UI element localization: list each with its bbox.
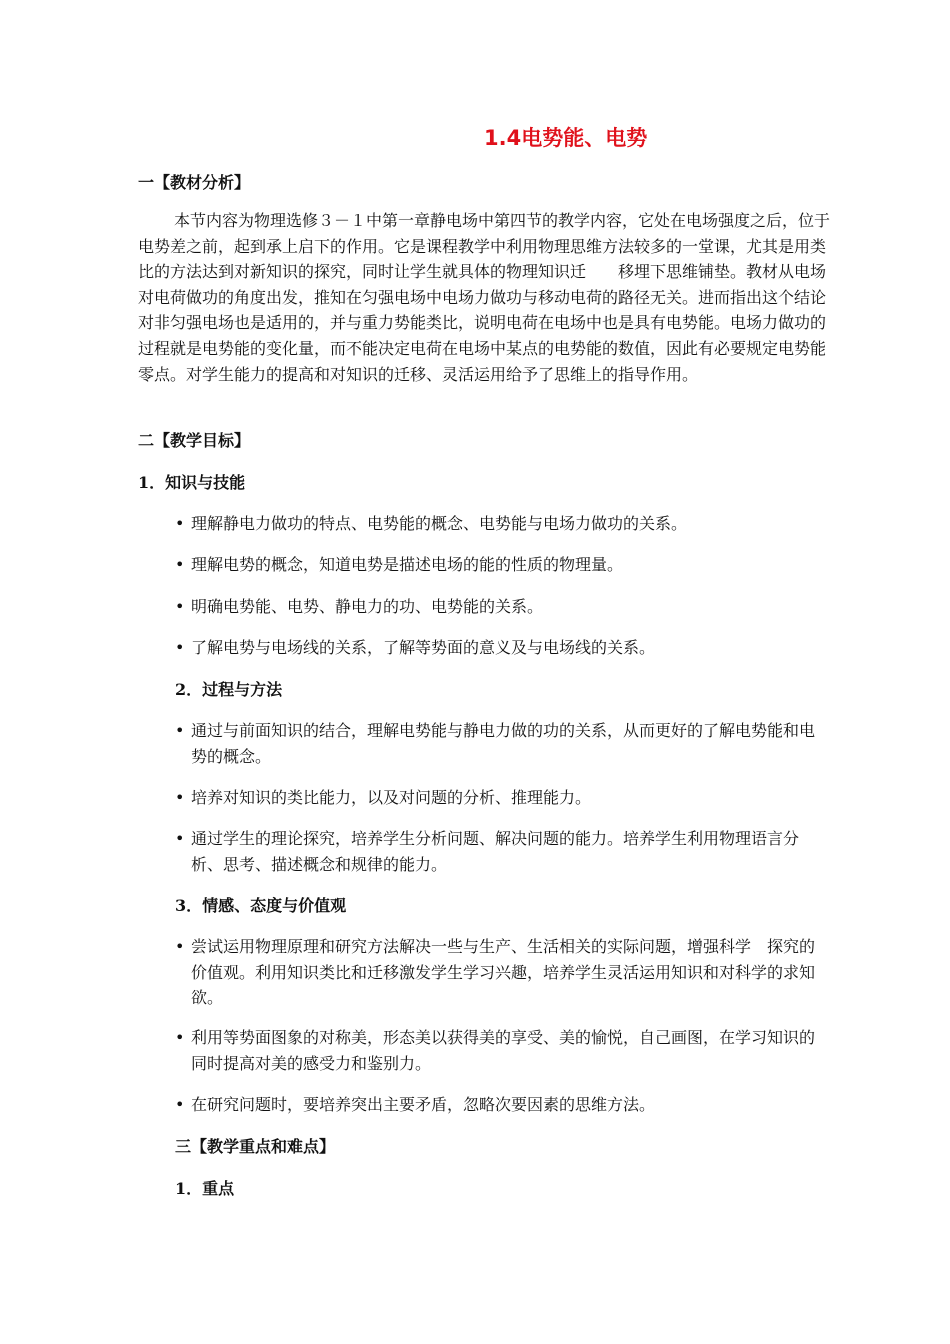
list-item-text: 在研究问题时，要培养突出主要矛盾，忽略次要因素的思维方法。	[191, 1095, 656, 1114]
list-item-text: 通过与前面知识的结合，理解电势能与静电力做的功的关系，从而更好的了解电势能和电势的概念。	[191, 721, 816, 766]
section-heading-key-difficult-points: 三【教学重点和难点】	[175, 1137, 336, 1156]
subheading-attitudes-values: 3．情感、态度与价值观	[175, 896, 347, 915]
list-item	[175, 594, 825, 620]
list-item	[175, 511, 825, 537]
list-item	[175, 635, 825, 661]
bullet-marker: •	[175, 829, 185, 848]
bullet-marker: •	[175, 514, 185, 533]
list-item-text: 利用等势面图象的对称美，形态美以获得美的享受、美的愉悦，自己画图，在学习知识的同时提高对美的感受力和鉴别力。	[191, 1028, 816, 1073]
subheading-knowledge-skills: 1．知识与技能	[138, 473, 246, 492]
bullet-marker: •	[175, 788, 185, 807]
list-item-text: 尝试运用物理原理和研究方法解决一些与生产、生活相关的实际问题，增强科学 探究的价值观。利用知识类比和迁移激发学生学习兴趣，培养学生灵活运用知识和对科学的求知欲。	[191, 937, 816, 1007]
list-item	[175, 1092, 825, 1118]
section-heading-teaching-goals: 二【教学目标】	[138, 431, 251, 450]
document-title: 1.4电势能、电势	[484, 126, 648, 150]
list-item	[175, 785, 825, 811]
bullet-marker: •	[175, 1095, 185, 1114]
bullet-marker: •	[175, 555, 185, 574]
bullet-marker: •	[175, 721, 185, 740]
subheading-process-methods: 2．过程与方法	[175, 680, 283, 699]
textbook-analysis-paragraph: 本节内容为物理选修３－１中第一章静电场中第四节的教学内容，它处在电场强度之后，位于电势差之前，起到承上启下的作用。它是课程教学中利用物理思维方法较多的一堂课，尤其是用类比的方法达到对新知识的探究，同时让学生就具体的物理知识迁 移埋下思维铺垫。教材从电场对电荷做功的角度出发，推知在匀强电场中电场力做功与移动电荷的路径无关。进而指出这个结论对非匀强电场也是适用的，并与重力势能类比，说明电荷在电场中也是具有电势能。电场力做功的过程就是电势能的变化量，而不能决定电荷在电场中某点的电势能的数值，因此有必要规定电势能零点。对学生能力的提高和对知识的迁移、灵活运用给予了思维上的指导作用。	[138, 211, 831, 384]
bullet-marker: •	[175, 638, 185, 657]
bullet-marker: •	[175, 597, 185, 616]
list-item-text: 理解电势的概念，知道电势是描述电场的能的性质的物理量。	[191, 555, 624, 574]
bullet-marker: •	[175, 937, 185, 956]
list-item-text: 理解静电力做功的特点、电势能的概念、电势能与电场力做功的关系。	[191, 514, 688, 533]
subheading-key-points: 1．重点	[175, 1179, 235, 1198]
bullet-marker: •	[175, 1028, 185, 1047]
list-item	[175, 718, 825, 769]
list-item-text: 了解电势与电场线的关系，了解等势面的意义及与电场线的关系。	[191, 638, 656, 657]
list-item	[175, 552, 825, 578]
list-item	[175, 826, 825, 877]
list-item-text: 培养对知识的类比能力，以及对问题的分析、推理能力。	[191, 788, 592, 807]
list-item-text: 通过学生的理论探究，培养学生分析问题、解决问题的能力。培养学生利用物理语言分析、思考、描述概念和规律的能力。	[191, 829, 800, 874]
list-item-text: 明确电势能、电势、静电力的功、电势能的关系。	[191, 597, 544, 616]
list-item	[175, 934, 825, 1011]
list-item	[175, 1025, 825, 1076]
section-heading-textbook-analysis: 一【教材分析】	[138, 173, 251, 192]
